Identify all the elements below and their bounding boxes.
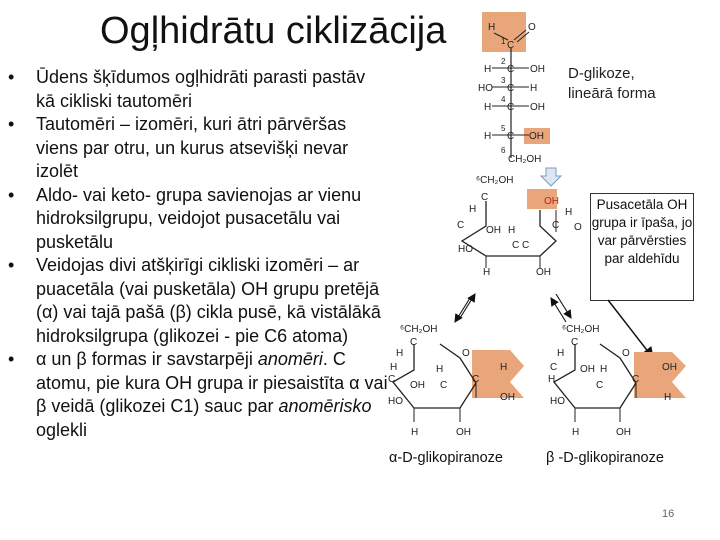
linear-glucose-structure (478, 12, 550, 165)
beta-caption: β -D-glikopiranoze (546, 450, 664, 466)
atom-label: C (507, 64, 515, 75)
atom-label: C (550, 362, 558, 373)
atom-label: OH (529, 131, 544, 142)
atom-label: OH (536, 267, 551, 278)
atom-label: H (664, 392, 672, 403)
linear-label-line1: D-glikoze, (568, 65, 635, 82)
atom-label: H (436, 364, 444, 375)
atom-label: OH (500, 392, 515, 403)
bullet-dot: • (8, 114, 15, 134)
atom-label: OH (662, 362, 677, 373)
down-arrow-icon (541, 168, 561, 186)
carbon-number: 3 (501, 76, 506, 85)
atom-label: OH (544, 196, 559, 207)
page-number: 16 (662, 508, 675, 520)
atom-label: H (484, 102, 492, 113)
callout-pointer-arrow (608, 300, 653, 358)
atom-label: C (522, 240, 530, 251)
carbon-number: 2 (501, 57, 506, 66)
bullet-text: Veidojas divi atšķirīgi cikliski izomēri – ar puacetāla (vai pusketāla) OH grupu pretējā (α) vai tajā pašā (β) cikla pusē, kā vistālākā hidroksilgrupa (glikozei - pie C6 atoma) (36, 255, 381, 346)
bullet-text-part: α un β formas ir savstarpēji (36, 349, 258, 369)
equilibrium-arrow (551, 298, 566, 322)
atom-label: C (410, 337, 418, 348)
carbon-number: 4 (501, 95, 506, 104)
atom-label: H (484, 131, 492, 142)
alpha-caption: α-D-glikopiranoze (389, 450, 503, 466)
atom-label: H (530, 83, 538, 94)
bullet-text-part: . C atomu, pie kura OH grupa ir piesaistīta α vai β veidā (glikozei C1) sauc par (36, 349, 388, 416)
atom-label: C (552, 220, 560, 231)
atom-label: H (488, 22, 496, 33)
atom-label: O (622, 348, 630, 359)
atom-label: HO (388, 396, 403, 407)
atom-label: O (528, 22, 536, 33)
atom-label: H (411, 427, 419, 438)
atom-label: H (600, 364, 608, 375)
hemiacetal-callout: Pusacetāla OH grupa ir īpaša, jo var pārvērsties par aldehīdu (590, 193, 694, 301)
atom-label: H (508, 225, 516, 236)
atom-label: H (483, 267, 491, 278)
atom-label: O (462, 348, 470, 359)
anomer-term: anomēri (257, 349, 323, 369)
atom-label: C (507, 40, 515, 51)
atom-label: HO (478, 83, 493, 94)
beta-glucopyranose-structure (548, 324, 686, 438)
anomeric-carbon-term: anomērisko (278, 396, 372, 416)
atom-label: C (481, 192, 489, 203)
equilibrium-arrow (556, 294, 571, 318)
atom-label: OH (530, 102, 545, 113)
atom-label: H (565, 207, 573, 218)
carbon-number: 5 (501, 124, 506, 133)
atom-label: H (469, 204, 477, 215)
atom-label: C (457, 220, 465, 231)
atom-label: ⁶CH₂OH (562, 324, 600, 335)
atom-label: C (472, 374, 480, 385)
atom-label: C (507, 102, 515, 113)
atom-label: C (596, 380, 604, 391)
atom-label: H (500, 362, 508, 373)
linear-label-line2: lineārā forma (568, 85, 656, 102)
carbon-number: 1 (501, 37, 506, 46)
page-title: Ogļhidrātu ciklizācija (100, 10, 447, 52)
alpha-highlight (472, 350, 524, 398)
atom-label: HO (458, 244, 473, 255)
atom-label: OH (530, 64, 545, 75)
atom-label: H (548, 374, 556, 385)
atom-label: C (507, 131, 515, 142)
bullet-dot: • (8, 184, 15, 205)
atom-label: OH (486, 225, 501, 236)
atom-label: HO (550, 396, 565, 407)
atom-label: OH (616, 427, 631, 438)
carbon-numbers (501, 37, 506, 155)
atom-label: H (484, 64, 492, 75)
bullet-dot: • (8, 349, 15, 369)
atom-label: CH₂OH (508, 154, 542, 165)
bullet-dot: • (8, 67, 15, 87)
bullet-text: Ūdens šķīdumos ogļhidrāti parasti pastāv kā cikliski tautomēri (36, 67, 366, 111)
bullet-text: Aldo- vai keto- grupa savienojas ar vienu hidroksilgrupu, veidojot pusacetālu vai pusketālu (36, 184, 362, 252)
bullet-text-part: oglekli (36, 419, 88, 440)
carbon-number: 6 (501, 146, 506, 155)
bullet-text: Tautomēri – izomēri, kuri ātri pārvēršas viens par otru, un kurus atsevišķi nevar izolēt (36, 114, 349, 181)
beta-highlight (634, 352, 686, 398)
equilibrium-arrow (455, 298, 470, 322)
atom-label: C (632, 374, 640, 385)
bullet-dot: • (8, 255, 15, 275)
atom-label: ⁶CH₂OH (476, 175, 514, 186)
equilibrium-arrow (460, 294, 475, 318)
atom-label: OH (580, 364, 595, 375)
atom-label: C (507, 83, 515, 94)
atom-label: H (557, 348, 565, 359)
alpha-glucopyranose-structure (388, 324, 524, 438)
atom-label: OH (410, 380, 425, 391)
atom-label: H (390, 362, 398, 373)
atom-label: C (440, 380, 448, 391)
atom-label: ⁶CH₂OH (400, 324, 438, 335)
atom-label: O (574, 222, 582, 233)
atom-label: C (388, 374, 396, 385)
atom-label: H (572, 427, 580, 438)
equilibrium-arrows (455, 294, 571, 322)
atom-label: C (512, 240, 520, 251)
atom-label: H (396, 348, 404, 359)
atom-label: C (571, 337, 579, 348)
cyclizing-glucose-structure (457, 175, 582, 278)
atom-label: OH (456, 427, 471, 438)
